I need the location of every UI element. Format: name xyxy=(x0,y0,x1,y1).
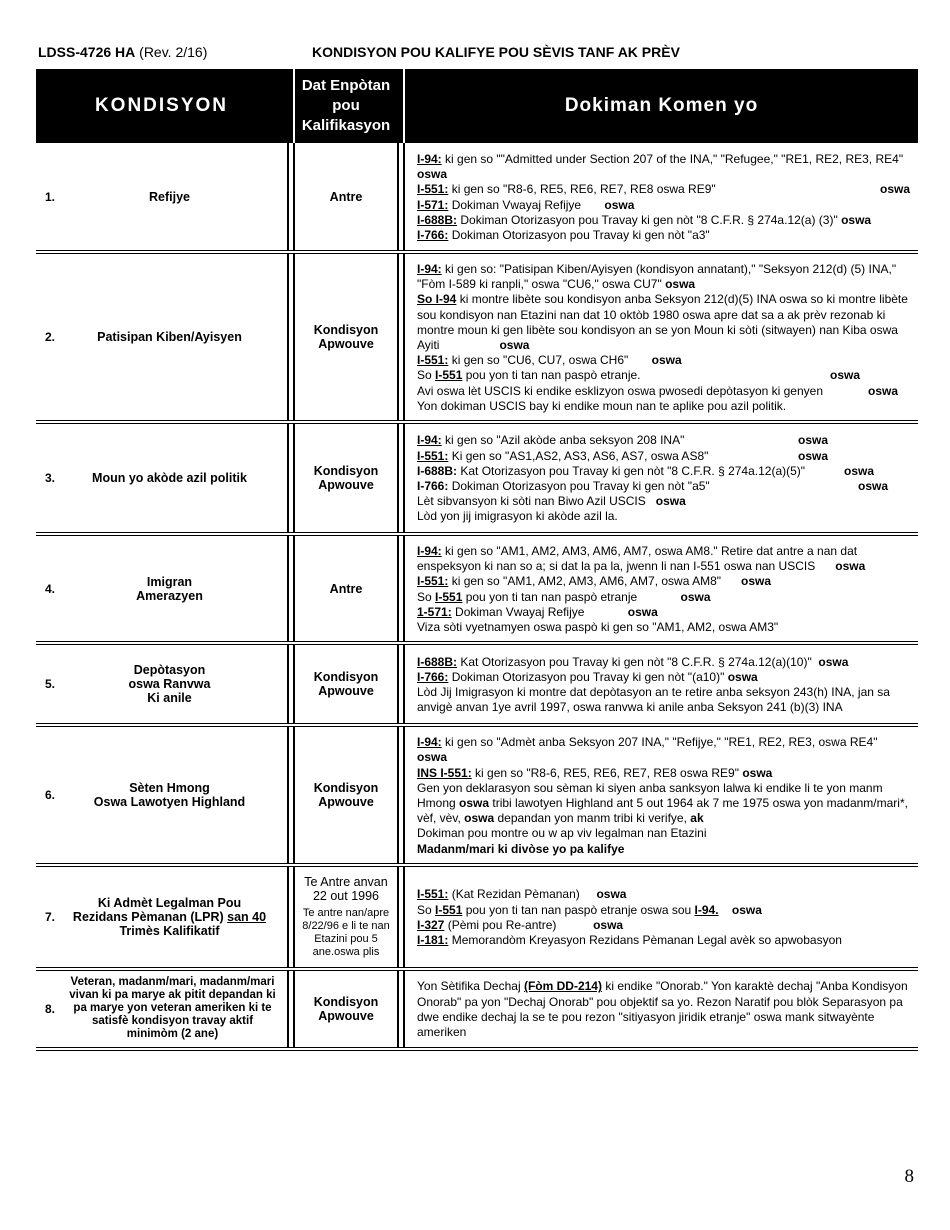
condition-cell xyxy=(36,969,288,1049)
date-cell: Te Antre anvan 22 out 1996 Te antre nan/apre 8/22/96 e li te nan Etazini pou 5 ane.oswa plis xyxy=(294,865,398,969)
documents-cell: I-94: ki gen so "AM1, AM2, AM3, AM6, AM7, oswa AM8." Retire dat antre a nan dat enspeksyon ki nan so a; si dat la pa la, jwenn li nan I-551 oswa nan USCIS oswa I-551: ki gen so "AM1, AM2, AM3, AM6, AM7, oswa AM8" oswa So I-551 pou yon ti tan nan paspò etranje oswa 1-571: Dokiman Vwayaj Refijye oswa Viza sòti vyetnamyen oswa paspò ki gen so "AM1, AM2, oswa AM3" xyxy=(404,534,918,643)
documents-cell: I-94: ki gen so ""Admitted under Section 207 of the INA," "Refugee," "RE1, RE2, RE3, RE4" oswa I-551: ki gen so "R8-6, RE5, RE6, RE7, RE8 oswa RE9" oswa I-571: Dokiman Vwayaj Refijye oswa I-688B: Dokiman Otorizasyon pou Travay ki gen nòt "8 C.F.R. § 274a.12(a) (3)" oswa I-766: Dokiman Otorizasyon pou Travay ki gen nòt "a3" xyxy=(404,143,918,252)
table-row xyxy=(36,865,918,969)
documents-cell: Yon Sètifika Dechaj (Fòm DD-214) ki endike "Onorab." Yon karaktè dechaj "Anba Kondisyon Onorab" pa yon "Dechaj Onorab" pou objektif sa yo. Rezon Naratif pou blòk Separasyon pa dwe endike dechaj la se te pou rezon "sitiyasyon jiridik etranje" oswa mank sitwayènte ameriken xyxy=(404,969,918,1049)
documents-cell: I-94: ki gen so: "Patisipan Kiben/Ayisyen (kondisyon annatant)," "Seksyon 212(d) (5) INA," "Fòm I-589 ki ranpli," oswa "CU6," oswa CU7" oswa So I-94 ki montre libète sou kondisyon anba Seksyon 212(d)(5) INA oswa so ki montre libète sou kondisyon nan Etazini nan dat 10 oktòb 1980 oswa apre dat sa a ak prèv rezonab ki montre moun ki gen libète sou kondisyon an se yon Moun ki sòti (sitwayen) nan Kiba oswa Ayiti oswa I-551: ki gen so "CU6, CU7, oswa CH6" oswa So I-551 pou yon ti tan nan paspò etranje. oswa Avi oswa lèt USCIS ki endike esklizyon oswa pwosedi depòtasyon ki genyen oswa Yon dokiman USCIS bay ki endike moun nan te aplike pou azil politik. xyxy=(404,252,918,422)
date-cell: Antre xyxy=(294,143,398,252)
date-cell: Kondisyon Apwouve xyxy=(294,252,398,422)
table-row xyxy=(36,422,918,534)
row-number: 3. xyxy=(45,471,56,486)
table-row xyxy=(36,969,918,1049)
documents-cell: I-688B: Kat Otorizasyon pou Travay ki gen nòt "8 C.F.R. § 274a.12(a)(10)" oswa I-766: Dokiman Otorizasyon pou Travay ki gen nòt "(a10)" oswa Lòd Jij Imigrasyon ki montre dat depòtasyon an te retire anba seksyon 243(h) INA, jan sa anvigè anvan 1ye avril 1997, oswa ranvwa ki anile anba Seksyon 241 (b)(3) INA xyxy=(404,643,918,725)
condition-cell xyxy=(36,143,288,252)
form-id: LDSS-4726 HA (Rev. 2/16) xyxy=(38,44,208,60)
date-cell: Kondisyon Apwouve xyxy=(294,725,398,865)
table-row xyxy=(36,143,918,252)
condition-text: Imigran Amerazyen xyxy=(136,574,203,603)
date-cell: Kondisyon Apwouve xyxy=(294,643,398,725)
table-row xyxy=(36,643,918,725)
eligibility-table xyxy=(36,69,918,1051)
document-title: KONDISYON POU KALIFYE POU SÈVIS TANF AK PRÈV xyxy=(312,44,680,60)
header-condition: KONDISYON xyxy=(36,69,288,143)
documents-cell: I-94: ki gen so "Azil akòde anba seksyon 208 INA" oswa I-551: Ki gen so "AS1,AS2, AS3, AS6, AS7, oswa AS8" oswa I-688B: Kat Otorizasyon pou Travay ki gen nòt "8 C.F.R. § 274a.12(a)(5)" oswa I-766: Dokiman Otorizasyon pou Travay ki gen nòt "a5" oswa Lèt sibvansyon ki sòti nan Biwo Azil USCIS oswa Lòd yon jij imigrasyon ki akòde azil la. xyxy=(404,422,918,534)
condition-text: Moun yo akòde azil politik xyxy=(92,471,247,486)
row-number: 7. xyxy=(45,909,56,924)
row-number: 4. xyxy=(45,581,56,596)
condition-text: Refijye xyxy=(149,189,190,204)
condition-cell xyxy=(36,865,288,969)
condition-cell xyxy=(36,422,288,534)
row-number: 5. xyxy=(45,677,56,692)
table-row xyxy=(36,534,918,643)
row-number: 2. xyxy=(45,330,56,345)
date-cell: Kondisyon Apwouve xyxy=(294,969,398,1049)
condition-cell xyxy=(36,534,288,643)
condition-cell xyxy=(36,643,288,725)
header-documents: Dokiman Komen yo xyxy=(404,69,918,143)
condition-cell xyxy=(36,252,288,422)
table-row xyxy=(36,252,918,422)
row-number: 8. xyxy=(45,1001,56,1016)
row-number: 1. xyxy=(45,189,56,204)
condition-text: Ki Admèt Legalman Pou Rezidans Pèmanan (LPR) san 40 Trimès Kalifikatif xyxy=(72,895,267,938)
row-number: 6. xyxy=(45,788,56,803)
header-important-dates: Dat Enpòtan pou Kalifikasyon xyxy=(294,69,398,143)
page-number: 8 xyxy=(904,1166,914,1187)
documents-cell: I-94: ki gen so "Admèt anba Seksyon 207 INA," "Refijye," "RE1, RE2, RE3, oswa RE4" oswa INS I-551: ki gen so "R8-6, RE5, RE6, RE7, RE8 oswa RE9" oswa Gen yon deklarasyon sou sèman ki siyen anba sanksyon lalwa ki endike li te yon manm Hmong oswa tribi lawotyen Highland ant 5 out 1964 ak 7 me 1975 oswa yon madanm/mari*, vèf, vèv, oswa depandan yon manm tribi ki verifye, ak Dokiman pou montre ou w ap viv legalman nan Etazini Madanm/mari ki divòse yo pa kalifye xyxy=(404,725,918,865)
condition-text: Veteran, madanm/mari, madanm/mari vivan ki pa marye ak pitit depandan ki pa marye yon veteran ameriken ki te satisfè kondisyon travay aktif minimòm (2 ane) xyxy=(69,976,276,1041)
condition-text: Patisipan Kiben/Ayisyen xyxy=(97,330,242,345)
date-cell: Kondisyon Apwouve xyxy=(294,422,398,534)
table-row xyxy=(36,725,918,865)
condition-text: Sèten Hmong Oswa Lawotyen Highland xyxy=(93,781,246,810)
condition-cell xyxy=(36,725,288,865)
condition-text: Depòtasyon oswa Ranvwa Ki anile xyxy=(128,663,211,706)
table-header-row xyxy=(36,69,918,143)
documents-cell: I-551: (Kat Rezidan Pèmanan) oswa So I-551 pou yon ti tan nan paspò etranje oswa sou I-94. oswa I-327 (Pèmi pou Re-antre) oswa I-181: Memorandòm Kreyasyon Rezidans Pèmanan Legal avèk so apwobasyon xyxy=(404,865,918,969)
date-cell: Antre xyxy=(294,534,398,643)
